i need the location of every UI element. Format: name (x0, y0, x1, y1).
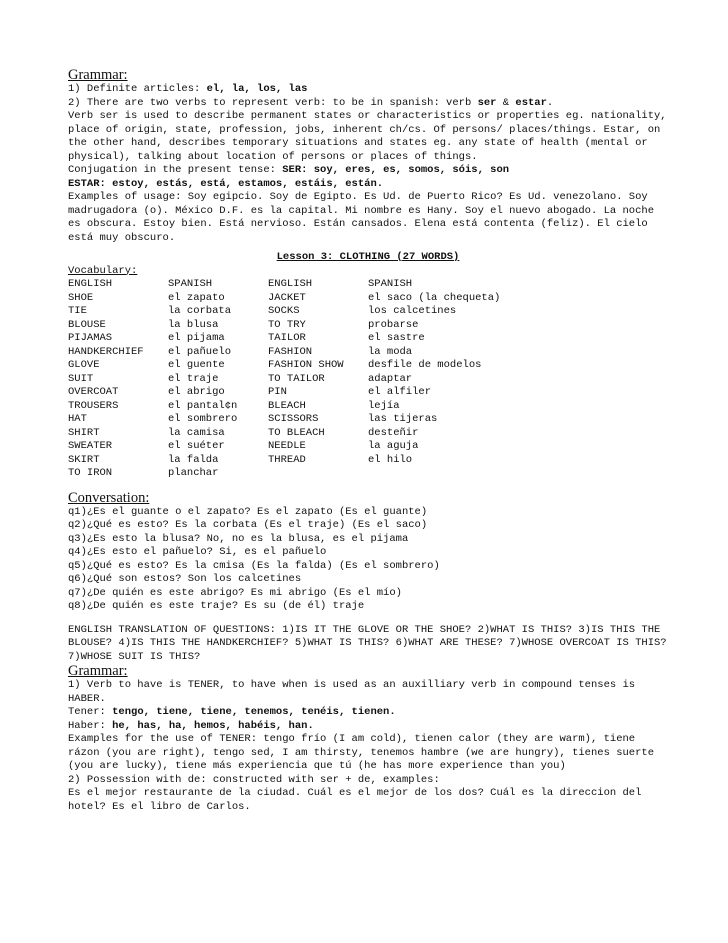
tener-haber-point: 1) Verb to have is TENER, to have when is used as an auxilliary verb in compound tenses is HABER. (68, 679, 636, 705)
vocabulary-cell: JACKET (268, 291, 306, 304)
vocabulary-cell: desfile de modelos (368, 359, 482, 371)
vocabulary-cell: desteñir (368, 426, 419, 439)
vocabulary-cell: el zapato (168, 291, 225, 304)
vocabulary-cell: la camisa (168, 426, 225, 439)
haber-conjugation: Haber: he, has, ha, hemos, habéis, han. (68, 719, 314, 732)
vocabulary-cell: el hilo (368, 453, 413, 466)
vocabulary-label: Vocabulary: (68, 264, 138, 277)
vocabulary-cell (368, 467, 548, 481)
vocabulary-cell: TO TAILOR (268, 372, 325, 385)
column-header: ENGLISH (68, 278, 113, 290)
tener-conjugation: Tener: tengo, tiene, tiene, tenemos, tenéis, tienen. (68, 706, 396, 718)
vocabulary-cell: TO TRY (268, 318, 306, 331)
vocabulary-cell: adaptar (368, 372, 413, 385)
vocabulary-cell: FASHION SHOW (268, 359, 344, 371)
document-page (68, 68, 668, 814)
column-header: ENGLISH (268, 278, 313, 290)
vocabulary-cell: FASHION (268, 345, 313, 358)
vocabulary-cell: SHOE (68, 291, 94, 304)
vocabulary-cell: el alfiler (368, 386, 432, 398)
vocabulary-cell: TAILOR (268, 332, 306, 344)
vocabulary-row (68, 454, 548, 468)
conjugation-estar-line: ESTAR: estoy, estás, está, estamos, estáis, están. (68, 177, 384, 190)
conversation-line: q6)¿Qué son estos? Son los calcetines (68, 573, 302, 585)
vocabulary-row (68, 386, 548, 400)
vocabulary-cell: el traje (168, 372, 219, 385)
conjugation-ser-line: Conjugation in the present tense: SER: soy, eres, es, somos, sóis, son (68, 164, 510, 176)
vocabulary-cell: GLOVE (68, 359, 100, 371)
conversation-lines (68, 506, 668, 614)
vocabulary-row (68, 400, 548, 414)
vocabulary-header-row (68, 278, 548, 292)
vocabulary-cell: TO BLEACH (268, 426, 325, 439)
vocabulary-cell: el saco (la chequeta) (368, 291, 501, 304)
vocabulary-cell: el abrigo (168, 386, 225, 398)
vocabulary-cell: HAT (68, 413, 87, 425)
grammar-heading-2: Grammar: (68, 663, 128, 679)
vocabulary-cell: TO IRON (68, 467, 113, 479)
vocabulary-cell: el guente (168, 359, 225, 371)
vocabulary-cell: SWEATER (68, 440, 113, 452)
tener-examples: Examples for the use of TENER: tengo frío (I am cold), tienen calor (they are warm), tiene rázon (you are right), tengo sed, I am thirsty, tenemos hambre (we are hungry), tienes suerte (you are lucky), tiene más experiencia que tú (he has more experience than you) (68, 733, 654, 772)
vocabulary-cell: las tijeras (368, 413, 438, 425)
vocabulary-cell (268, 467, 368, 481)
vocabulary-cell: BLEACH (268, 399, 306, 412)
vocabulary-cell: la falda (168, 453, 219, 466)
vocabulary-row (68, 440, 548, 454)
vocabulary-cell: el pantal¢n (168, 399, 238, 412)
vocabulary-row (68, 319, 548, 333)
vocabulary-row (68, 305, 548, 319)
two-verbs-line: 2) There are two verbs to represent verb: to be in spanish: verb ser & estar. (68, 96, 554, 109)
vocabulary-cell: la aguja (368, 440, 419, 452)
vocabulary-table (68, 278, 548, 481)
vocabulary-row (68, 427, 548, 441)
vocabulary-cell: el pañuelo (168, 345, 232, 358)
vocabulary-cell: el suéter (168, 440, 225, 452)
possession-point: 2) Possession with de: constructed with ser + de, examples: (68, 773, 440, 786)
vocabulary-row (68, 346, 548, 360)
vocabulary-cell: BLOUSE (68, 318, 106, 331)
vocabulary-cell: SKIRT (68, 453, 100, 466)
vocabulary-row (68, 413, 548, 427)
conversation-line: q4)¿Es esto el pañuelo? Si, es el pañuelo (68, 546, 327, 558)
vocabulary-cell: SCISSORS (268, 413, 319, 425)
vocabulary-row (68, 373, 548, 387)
definite-articles-line: 1) Definite articles: el, la, los, las (68, 83, 308, 95)
vocabulary-cell: la blusa (168, 318, 219, 331)
conversation-line: q2)¿Qué es esto? Es la corbata (Es el traje) (Es el saco) (68, 519, 428, 531)
conversation-line: q8)¿De quién es este traje? Es su (de él) traje (68, 600, 365, 612)
vocabulary-cell: el sastre (368, 332, 425, 344)
vocabulary-row (68, 467, 548, 481)
vocabulary-cell: TIE (68, 305, 87, 317)
conversation-line: q7)¿De quién es este abrigo? Es mi abrigo (Es el mío) (68, 586, 402, 599)
vocabulary-cell: PIJAMAS (68, 332, 113, 344)
vocabulary-cell: OVERCOAT (68, 386, 119, 398)
translation-paragraph: ENGLISH TRANSLATION OF QUESTIONS: 1)IS IT THE GLOVE OR THE SHOE? 2)WHAT IS THIS? 3)IS THIS THE BLOUSE? 4)IS THIS THE HANDKERCHIEF? 5)WHAT IS THIS? 6)WHAT ARE THESE? 7)WHOSE OVERCOAT IS THIS? 7)WHOSE SUIT IS THIS? (68, 623, 667, 663)
column-header: SPANISH (168, 278, 213, 290)
vocabulary-cell: la moda (368, 345, 413, 358)
lesson-title: Lesson 3: CLOTHING (27 WORDS) (276, 251, 460, 263)
conversation-line: q5)¿Qué es esto? Es la cmisa (Es la falda) (Es el sombrero) (68, 559, 440, 572)
vocabulary-cell: el sombrero (168, 413, 238, 425)
vocabulary-cell: probarse (368, 318, 419, 331)
vocabulary-row (68, 332, 548, 346)
ser-estar-explanation: Verb ser is used to describe permanent states or characteristics or properties eg. nationality, place of origin, state, profession, jobs, inherent ch/cs. Of persons/ places/things. Estar, on the other hand, describes temporary situations and states eg. any state of health (mental or physical), talking about location of persons or places of things. (68, 110, 667, 163)
possession-examples: Es el mejor restaurante de la ciudad. Cuál es el mejor de los dos? Cuál es la direccion del hotel? Es el libro de Carlos. (68, 787, 642, 813)
vocabulary-cell: HANDKERCHIEF (68, 345, 144, 358)
column-header: SPANISH (368, 278, 413, 290)
vocabulary-cell: SUIT (68, 372, 94, 385)
usage-examples: Examples of usage: Soy egipcio. Soy de Egipto. Es Ud. de Puerto Rico? Es Ud. venezolano. Soy madrugadora (o). México D.F. es la capital. Mi nombre es Hany. Soy el nuevo abogado. La noche es obscura. Estoy bien. Está nervioso. Están cansados. Elena está contenta (feliz). El cielo está muy obscuro. (68, 191, 654, 244)
grammar-heading: Grammar: (68, 67, 128, 83)
vocabulary-cell: el pijama (168, 332, 225, 344)
vocabulary-cell: lejía (368, 399, 400, 412)
conversation-line: q1)¿Es el guante o el zapato? Es el zapato (Es el guante) (68, 505, 428, 518)
vocabulary-cell: NEEDLE (268, 440, 306, 452)
vocabulary-cell: la corbata (168, 305, 232, 317)
vocabulary-cell: planchar (168, 467, 219, 479)
vocabulary-cell: los calcetines (368, 305, 457, 317)
vocabulary-cell: PIN (268, 386, 287, 398)
conversation-line: q3)¿Es esto la blusa? No, no es la blusa, es el pijama (68, 532, 409, 545)
vocabulary-cell: TROUSERS (68, 399, 119, 412)
vocabulary-cell: THREAD (268, 453, 306, 466)
vocabulary-row (68, 292, 548, 306)
conversation-heading: Conversation: (68, 489, 150, 506)
vocabulary-cell: SHIRT (68, 426, 100, 439)
vocabulary-row (68, 359, 548, 373)
vocabulary-cell: SOCKS (268, 305, 300, 317)
